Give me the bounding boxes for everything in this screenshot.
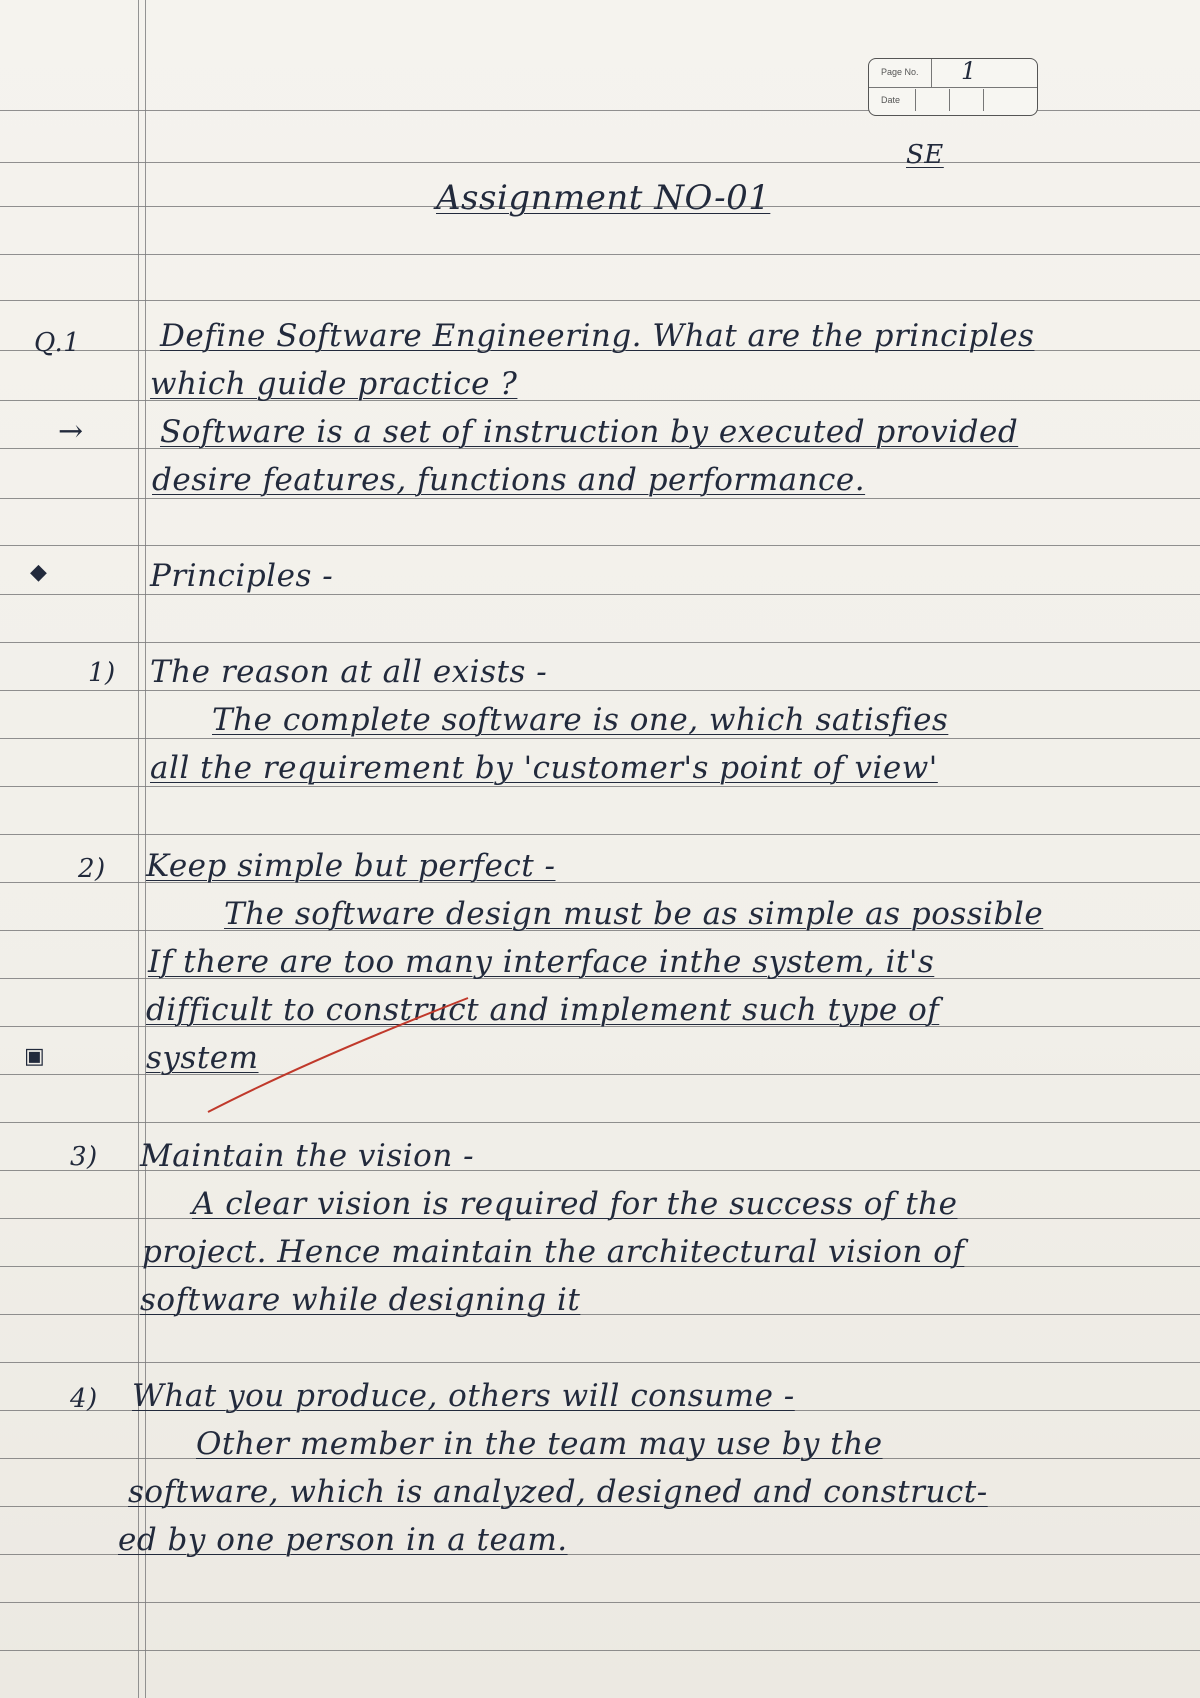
page-no-label: Page No. — [881, 67, 919, 77]
principle-number: 3) — [70, 1142, 98, 1172]
bullet-mark-icon: ▣ — [24, 1044, 46, 1069]
principle-line: The software design must be as simple as possible — [224, 896, 1044, 932]
principle-line: ed by one person in a team. — [118, 1522, 568, 1558]
answer-line: desire features, functions and performance. — [152, 462, 866, 498]
question-line: Define Software Engineering. What are the principles — [160, 318, 1035, 354]
principle-line: The complete software is one, which satisfies — [212, 702, 949, 738]
date-label: Date — [881, 95, 901, 105]
page-title: Assignment NO-01 — [436, 178, 771, 218]
principle-number: 2) — [78, 854, 106, 884]
principle-heading: The reason at all exists - — [150, 654, 548, 690]
principle-number: 4) — [70, 1384, 98, 1414]
principle-number: 1) — [88, 658, 116, 688]
principle-heading: Maintain the vision - — [140, 1138, 475, 1174]
question-line: which guide practice ? — [150, 366, 518, 402]
principle-line: A clear vision is required for the success of the — [192, 1186, 958, 1222]
principle-line: difficult to construct and implement such type of — [146, 992, 940, 1028]
subject-tag: SE — [906, 140, 944, 170]
principle-line: all the requirement by 'customer's point of view' — [150, 750, 938, 786]
answer-line: Software is a set of instruction by executed provided — [160, 414, 1019, 450]
answer-arrow: → — [58, 414, 84, 449]
principle-line: project. Hence maintain the architectural vision of — [142, 1234, 965, 1270]
principle-line: software while designing it — [140, 1282, 581, 1318]
principle-heading: What you produce, others will consume - — [132, 1378, 795, 1414]
bullet-mark-icon: ◆ — [30, 560, 48, 585]
principle-line: If there are too many interface inthe system, it's — [148, 944, 935, 980]
question-number: Q.1 — [34, 328, 81, 358]
principle-line: software, which is analyzed, designed and construct- — [128, 1474, 988, 1510]
principle-line: Other member in the team may use by the — [196, 1426, 883, 1462]
page-no-value: 1 — [961, 57, 977, 85]
principles-heading: Principles - — [150, 558, 334, 594]
principle-heading: Keep simple but perfect - — [146, 848, 556, 884]
principle-line: system — [146, 1040, 259, 1076]
